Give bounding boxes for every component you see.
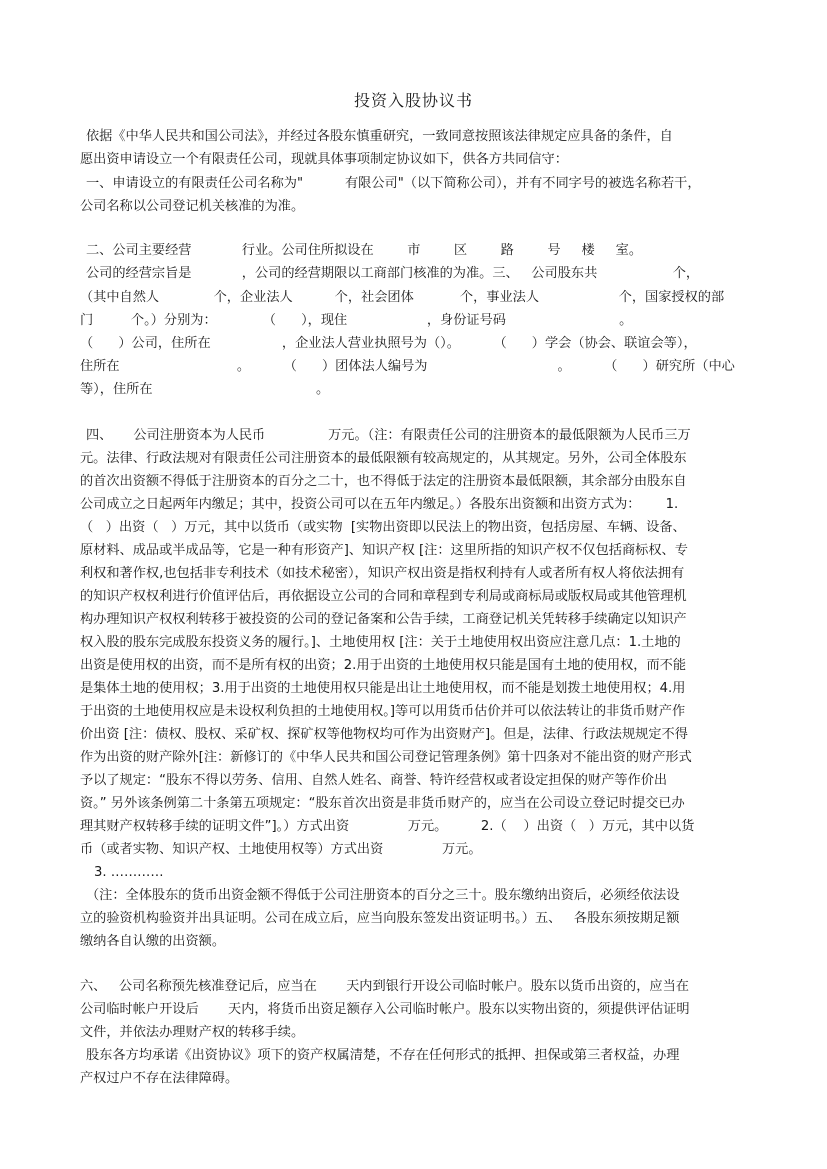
body-line: 公司成立之日起两年内缴足；其中，投资公司可以在五年内缴足。）各股东出资额和出资方式为： 1. — [80, 497, 679, 512]
body-line: 是集体土地的使用权；3.用于出资的土地使用权只能是出让土地使用权，而不能是划拨土地使用权；4.用 — [80, 681, 686, 696]
body-line: 缴纳各自认缴的出资额。 — [80, 934, 226, 949]
body-line: 门 个。）分别为： （ ），现住 ，身份证号码 。 — [80, 313, 633, 328]
body-line: 资。” 另外该条例第二十条第五项规定：“股东首次出资是非货币财产的，应当在公司设立登记时提交已办 — [80, 796, 685, 811]
body-line: （其中自然人 个，企业法人 个，社会团体 个，事业法人 个，国家授权的部 — [80, 290, 725, 305]
body-line: 理其财产权转移手续的证明文件”]。）方式出资 万元。 2.（ ）出资（ ）万元，其中以货 — [80, 819, 695, 834]
body-line: （注：全体股东的货币出资金额不得低于公司注册资本的百分之三十。股东缴纳出资后，必须经依法设 — [86, 888, 680, 903]
body-line: 产权过户不存在法律障碍。 — [80, 1071, 239, 1086]
body-line: 等），住所在 。 — [80, 382, 330, 397]
body-line: 公司临时帐户开设后 天内，将货币出资足额存入公司临时帐户。股东以实物出资的，须提供评估证明 — [80, 1002, 690, 1017]
body-line: 3. ………… — [94, 865, 164, 880]
body-line: 的知识产权权利进行价值评估后，再依据设立公司的合同和章程到专利局或商标局或版权局或其他管理机 — [80, 589, 687, 604]
body-line: 原材料、成品或半成品等，它是一种有形资产]、知识产权 [注：这里所指的知识产权不仅包括商标权、专 — [80, 543, 688, 558]
body-line: 依据《中华人民共和国公司法》，并经过各股东慎重研究，一致同意按照该法律规定应具备的条件，自 — [86, 129, 673, 144]
body-line: （ ）出资（ ）万元，其中以货币（或实物 [实物出资即以民法上的物出资，包括房屋、车辆、设备、 — [80, 520, 686, 535]
body-line: 价出资 [注：债权、股权、采矿权、探矿权等他物权均可作为出资财产]。但是，法律、行政法规规定不得 — [80, 727, 688, 742]
body-line: 币（或者实物、知识产权、土地使用权等）方式出资 万元。 — [80, 842, 482, 857]
body-line: 文件，并依法办理财产权的转移手续。 — [80, 1025, 305, 1040]
body-line: 四、 公司注册资本为人民币 万元。（注：有限责任公司的注册资本的最低限额为人民币三万 — [86, 428, 691, 443]
body-line: 一、申请设立的有限责任公司名称为" 有限公司"（以下简称公司），并有不同字号的被选名称若干， — [86, 176, 701, 191]
body-line: 权入股的股东完成股东投资义务的履行。]、土地使用权 [注：关于土地使用权出资应注意几点：1.土地的 — [80, 635, 681, 650]
body-line: 构办理知识产权权利转移于被投资的公司的登记备案和公告手续，工商登记机关凭转移手续确定以知识产 — [80, 612, 687, 627]
body-line: 住所在 。 （ ）团体法人编号为 。 （ ）研究所（中心 — [80, 359, 735, 374]
body-line: 元。法律、行政法规对有限责任公司注册资本的最低限额有较高规定的，从其规定。另外，公司全体股东 — [80, 451, 687, 466]
body-line: （ ）公司，住所在 ，企业法人营业执照号为（）。 （ ）学会（协会、联谊会等）， — [80, 336, 697, 351]
body-line: 公司名称以公司登记机关核准的为准。 — [80, 199, 305, 214]
body-line: 作为出资的财产除外[注：新修订的《中华人民共和国公司登记管理条例》第十四条对不能出资的财产形式 — [80, 750, 692, 765]
body-line: 二、公司主要经营 行业。公司住所拟设在 市 区 路 号 楼 室。 — [86, 243, 643, 258]
body-line: 股东各方均承诺《出资协议》项下的资产权属清楚，不存在任何形式的抵押、担保或第三者权益，办理 — [86, 1048, 680, 1063]
body-line: 的首次出资额不得低于注册资本的百分之二十，也不得低于法定的注册资本最低限额，其余部分由股东自 — [80, 474, 687, 489]
body-line: 愿出资申请设立一个有限责任公司，现就具体事项制定协议如下，供各方共同信守： — [80, 152, 568, 167]
body-line: 出资是使用权的出资，而不是所有权的出资；2.用于出资的土地使用权只能是国有土地的使用权，而不能 — [80, 658, 687, 673]
document-title: 投资入股协议书 — [353, 91, 473, 110]
body-line: 六、 公司名称预先核准登记后，应当在 天内到银行开设公司临时帐户。股东以货币出资的，应当在 — [80, 979, 689, 994]
body-line: 于出资的土地使用权应是未设权利负担的土地使用权。]等可以用货币估价并可以依法转让的非货币财产作 — [80, 704, 686, 719]
body-line: 公司的经营宗旨是 ，公司的经营期限以工商部门核准的为准。三、 公司股东共 个， — [86, 266, 700, 281]
body-line: 利权和著作权,也包括非专利技术（如技术秘密），知识产权出资是指权利持有人或者所有权人将依法拥有 — [80, 566, 685, 581]
body-line: 立的验资机构验资并出具证明。公司在成立后，应当向股东签发出资证明书。）五、 各股东须按期足额 — [80, 911, 680, 926]
body-line: 予以了规定：“股东不得以劳务、信用、自然人姓名、商誉、特许经营权或者设定担保的财产等作价出 — [80, 773, 668, 788]
